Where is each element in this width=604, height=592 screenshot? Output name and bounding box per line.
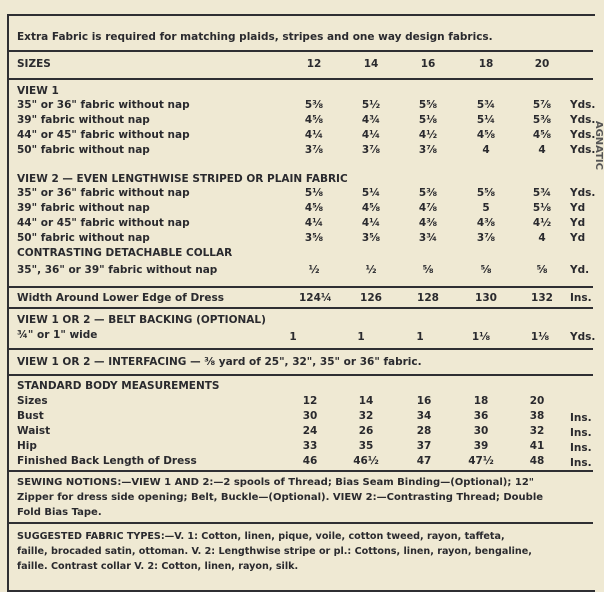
measurement-cell: 33	[302, 440, 318, 452]
yardage-cell: ⅝	[536, 264, 548, 276]
measurement-cell: 26	[358, 425, 374, 437]
measurements-heading: STANDARD BODY MEASUREMENTS	[17, 380, 220, 392]
view1-row-label: 35" or 36" fabric without nap	[17, 99, 190, 111]
yardage-cell: ⅝	[422, 264, 434, 276]
unit-label: Ins.	[570, 442, 592, 454]
yardage-cell: 4¾	[361, 114, 381, 126]
yardage-cell: 4¼	[304, 217, 324, 229]
measurement-label: Hip	[17, 440, 37, 452]
unit-label: Yd	[570, 217, 586, 229]
divider	[7, 307, 593, 309]
yardage-cell: 5⅜	[304, 99, 324, 111]
yardage-cell: 5¼	[361, 187, 381, 199]
belt-row-label: ¾" or 1" wide	[17, 329, 98, 341]
belt-cell: 1	[289, 331, 297, 343]
yardage-cell: ½	[365, 264, 377, 276]
size-header: 12	[306, 58, 322, 70]
yardage-cell: 4	[538, 144, 546, 156]
yardage-cell: 4½	[418, 129, 438, 141]
yardage-cell: 4⅝	[304, 202, 324, 214]
unit-label: Yd	[570, 232, 586, 244]
size-header: 14	[363, 58, 379, 70]
width-cell: 126	[360, 292, 382, 304]
yardage-cell: 4⅞	[418, 202, 438, 214]
belt-cell: 1⅛	[530, 331, 550, 343]
yardage-cell: 5½	[361, 99, 381, 111]
yardage-cell: 3⅞	[361, 144, 381, 156]
measurement-cell: 12	[302, 395, 318, 407]
size-header: 18	[478, 58, 494, 70]
measurement-cell: 47½	[468, 455, 494, 467]
view2-heading: VIEW 2 — EVEN LENGTHWISE STRIPED OR PLAIN FABRIC	[17, 173, 348, 185]
measurement-cell: 18	[473, 395, 489, 407]
yardage-cell: 5⅝	[418, 99, 438, 111]
yardage-cell: 5⅛	[304, 187, 324, 199]
yardage-cell: 5¾	[476, 99, 496, 111]
measurement-cell: 30	[473, 425, 489, 437]
side-edge-text: AGNATIC	[593, 120, 604, 170]
yardage-cell: 5⅛	[532, 202, 552, 214]
unit-label: Ins.	[570, 457, 592, 469]
yardage-cell: 3⅞	[304, 144, 324, 156]
belt-heading: VIEW 1 OR 2 — BELT BACKING (OPTIONAL)	[17, 314, 266, 326]
interfacing-line: VIEW 1 OR 2 — INTERFACING — ⅜ yard of 25", 32", 35" or 36" fabric.	[17, 356, 422, 368]
view1-row-label: 39" fabric without nap	[17, 114, 150, 126]
yardage-cell: 4½	[532, 217, 552, 229]
view2-row-label: 50" fabric without nap	[17, 232, 150, 244]
yardage-cell: 4⅜	[476, 217, 496, 229]
measurement-cell: 46	[302, 455, 318, 467]
yardage-cell: 5⅞	[532, 99, 552, 111]
collar-row-label: 35", 36" or 39" fabric without nap	[17, 264, 218, 276]
yardage-cell: ⅝	[480, 264, 492, 276]
view1-row-label: 50" fabric without nap	[17, 144, 150, 156]
measurement-cell: 46½	[353, 455, 379, 467]
measurement-cell: 32	[358, 410, 374, 422]
unit-label: Yd	[570, 202, 586, 214]
measurement-label: Waist	[17, 425, 51, 437]
fabric-types-line: SUGGESTED FABRIC TYPES:—V. 1: Cotton, linen, pique, voile, cotton tweed, rayon, taffeta,	[17, 531, 505, 542]
unit-label: Yds.	[570, 114, 596, 126]
yardage-cell: 4¼	[304, 129, 324, 141]
view2-row-label: 35" or 36" fabric without nap	[17, 187, 190, 199]
measurement-cell: 47	[416, 455, 432, 467]
measurement-label: Finished Back Length of Dress	[17, 455, 197, 467]
yardage-cell: 4⅝	[476, 129, 496, 141]
notions-line: Fold Bias Tape.	[17, 507, 102, 518]
unit-label: Ins.	[570, 292, 592, 304]
yardage-cell: 3⅞	[418, 144, 438, 156]
unit-label: Yds.	[570, 144, 596, 156]
size-header: 20	[534, 58, 550, 70]
yardage-cell: 3¾	[418, 232, 438, 244]
width-cell: 132	[531, 292, 553, 304]
yardage-cell: 3⅝	[304, 232, 324, 244]
extra-fabric-note: Extra Fabric is required for matching plaids, stripes and one way design fabrics.	[17, 31, 493, 43]
belt-cell: 1	[416, 331, 424, 343]
view1-row-label: 44" or 45" fabric without nap	[17, 129, 190, 141]
measurement-cell: 35	[358, 440, 374, 452]
yardage-cell: 4	[482, 144, 490, 156]
notions-line: SEWING NOTIONS:—VIEW 1 AND 2:—2 spools of Thread; Bias Seam Binding—(Optional); 12"	[17, 477, 534, 488]
view1-heading: VIEW 1	[17, 85, 59, 97]
measurement-cell: 28	[416, 425, 432, 437]
unit-label: Ins.	[570, 412, 592, 424]
yardage-cell: 5⅝	[476, 187, 496, 199]
yardage-cell: 5⅜	[532, 114, 552, 126]
measurement-cell: 30	[302, 410, 318, 422]
size-header: 16	[420, 58, 436, 70]
notions-line: Zipper for dress side opening; Belt, Buckle—(Optional). VIEW 2:—Contrasting Thread; Double	[17, 492, 544, 503]
measurement-cell: 48	[529, 455, 545, 467]
yardage-cell: 3⅞	[476, 232, 496, 244]
yardage-cell: 4	[538, 232, 546, 244]
unit-label: Yd.	[570, 264, 590, 276]
yardage-cell: 4⅝	[304, 114, 324, 126]
fabric-types-line: faille. Contrast collar V. 2: Cotton, linen, rayon, silk.	[17, 561, 299, 572]
unit-label: Yds.	[570, 99, 596, 111]
yardage-cell: 4⅝	[361, 202, 381, 214]
yardage-cell: 4¼	[361, 129, 381, 141]
divider	[7, 374, 593, 376]
measurement-label: Sizes	[17, 395, 48, 407]
yardage-cell: 5⅛	[418, 114, 438, 126]
sizes-heading: SIZES	[17, 58, 51, 70]
measurement-cell: 20	[529, 395, 545, 407]
divider	[7, 78, 593, 80]
width-cell: 130	[475, 292, 497, 304]
measurement-cell: 36	[473, 410, 489, 422]
yardage-cell: 5⅜	[418, 187, 438, 199]
measurement-cell: 38	[529, 410, 545, 422]
yardage-cell: ½	[308, 264, 320, 276]
collar-heading: CONTRASTING DETACHABLE COLLAR	[17, 247, 233, 259]
belt-cell: 1⅛	[471, 331, 491, 343]
measurement-cell: 34	[416, 410, 432, 422]
measurement-cell: 24	[302, 425, 318, 437]
width-cell: 128	[417, 292, 439, 304]
measurement-cell: 39	[473, 440, 489, 452]
measurement-cell: 16	[416, 395, 432, 407]
measurement-cell: 37	[416, 440, 432, 452]
yardage-cell: 4⅝	[532, 129, 552, 141]
unit-label: Yds.	[570, 331, 596, 343]
width-cell: 124¼	[299, 292, 332, 304]
view2-row-label: 39" fabric without nap	[17, 202, 150, 214]
divider	[7, 348, 593, 350]
yardage-cell: 3⅝	[361, 232, 381, 244]
measurement-cell: 14	[358, 395, 374, 407]
yardage-cell: 5¾	[532, 187, 552, 199]
divider	[7, 50, 593, 52]
measurement-cell: 32	[529, 425, 545, 437]
yardage-cell: 5	[482, 202, 490, 214]
measurement-label: Bust	[17, 410, 44, 422]
belt-cell: 1	[357, 331, 365, 343]
divider	[7, 522, 593, 524]
width-label: Width Around Lower Edge of Dress	[17, 292, 224, 304]
fabric-types-line: faille, brocaded satin, ottoman. V. 2: Lengthwise stripe or pl.: Cottons, linen, rayon, bengaline,	[17, 546, 532, 557]
yardage-cell: 4¼	[361, 217, 381, 229]
divider	[7, 286, 593, 288]
measurement-cell: 41	[529, 440, 545, 452]
unit-label: Ins.	[570, 427, 592, 439]
unit-label: Yds.	[570, 129, 596, 141]
unit-label: Yds.	[570, 187, 596, 199]
view2-row-label: 44" or 45" fabric without nap	[17, 217, 190, 229]
yardage-cell: 4⅜	[418, 217, 438, 229]
yardage-cell: 5¼	[476, 114, 496, 126]
divider	[7, 470, 593, 472]
